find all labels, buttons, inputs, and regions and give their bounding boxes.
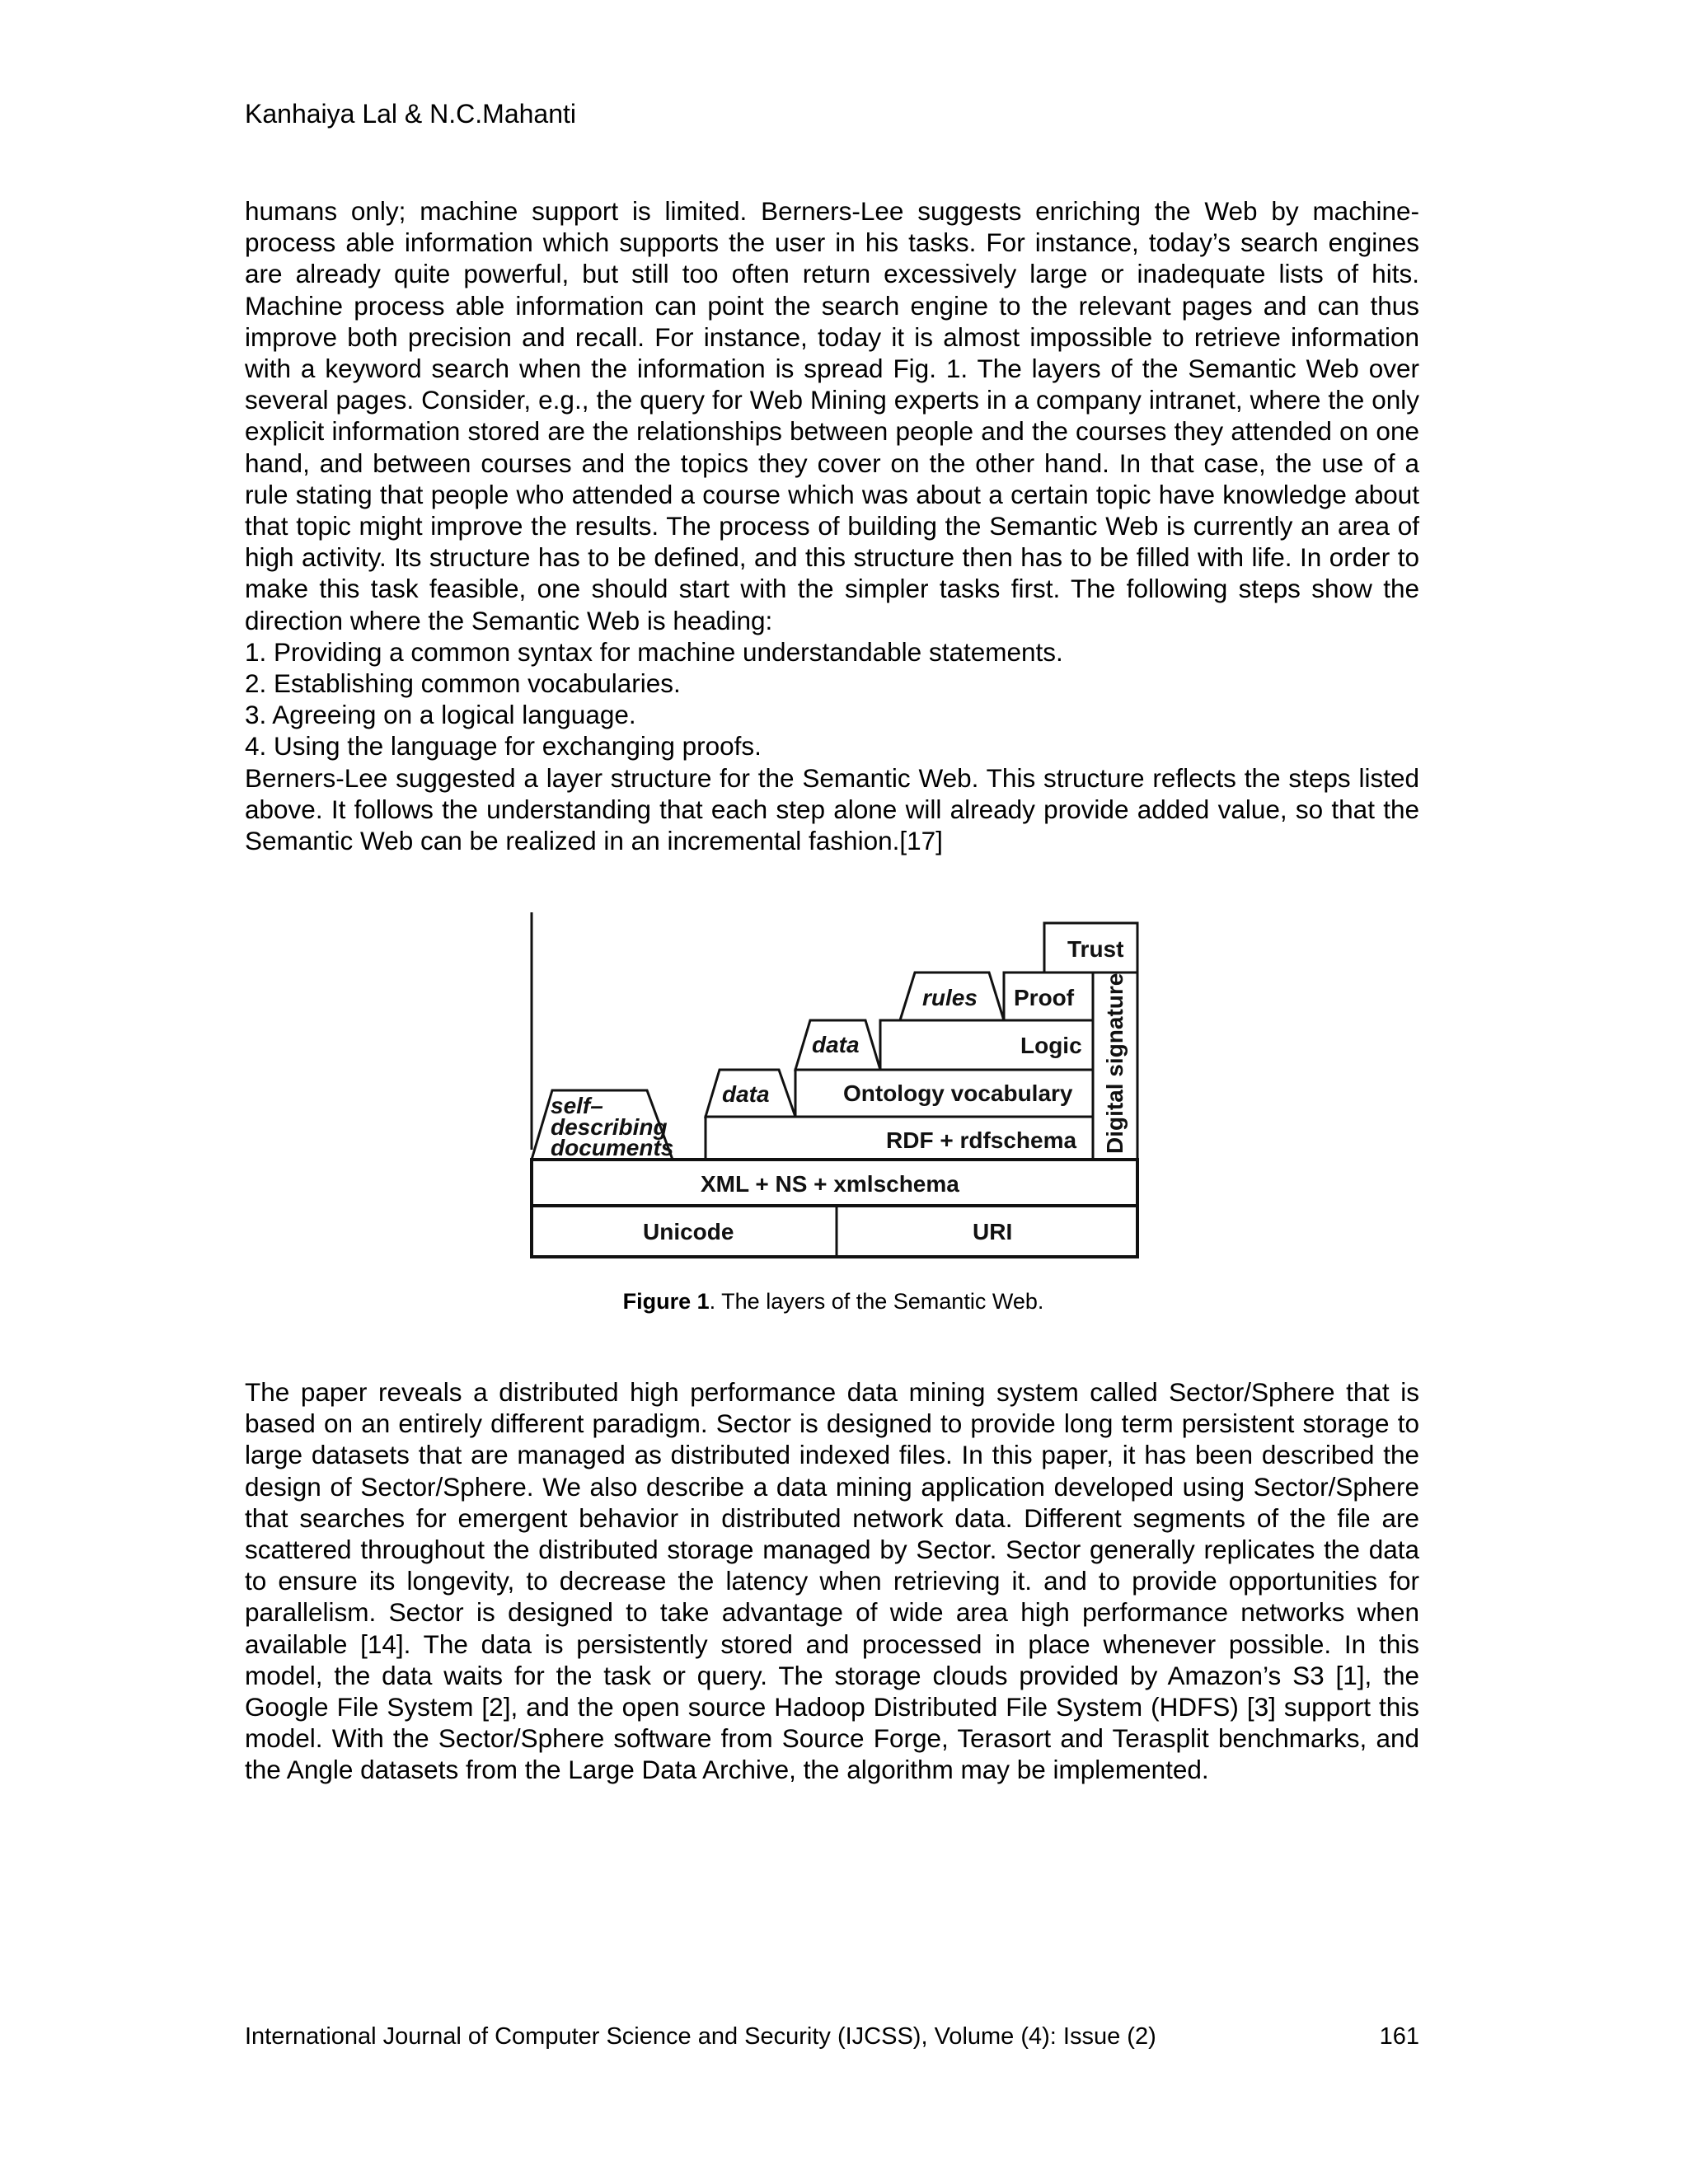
list-item-step-4: 4. Using the language for exchanging proofs. (245, 731, 762, 762)
self-describing-label-2: describing (551, 1114, 668, 1140)
list-item-step-1: 1. Providing a common syntax for machine understandable statements. (245, 636, 1063, 667)
figure-caption-text: . The layers of the Semantic Web. (709, 1289, 1044, 1314)
figure-caption-label: Figure 1 (622, 1289, 710, 1314)
figure-caption (528, 1287, 1139, 1315)
body-paragraph-2: The paper reveals a distributed high performance data mining system called Sector/Sphere that is based on an entirely different paradigm. Sector is designed to provide long term persistent storage to large datasets that are managed as distributed indexed files. In this paper, it has been described the design of Sector/Sphere. We also describe a data mining application developed using Sector/Sphere that searches for emergent behavior in distributed network data. Different segments of the file are scattered throughout the distributed storage managed by Sector. Sector generally replicates the data to ensure its longevity, to decrease the latency when retrieving it. and to provide opportunities for parallelism. Sector is designed to take advantage of wide area high performance networks when available [14]. The data is persistently stored and processed in place whenever possible. In this model, the data waits for the task or query. The storage clouds provided by Amazon’s S3 [1], the Google File System [2], and the open source Hadoop Distributed File System (HDFS) [3] support this model. With the Sector/Sphere software from Source Forge, Terasort and Terasplit benchmarks, and the Angle datasets from the Large Data Archive, the algorithm may be implemented. (245, 1377, 1419, 1785)
logic-label: Logic (1020, 1033, 1082, 1058)
unicode-uri-row (532, 1206, 1137, 1257)
footer-page-number: 161 (1379, 2023, 1419, 2050)
list-item-step-3: 3. Agreeing on a logical language. (245, 700, 636, 730)
data-lower-label: data (722, 1081, 770, 1107)
paragraph-text: humans only; machine support is limited. Berners-Lee suggests enriching the Web by machine-process able information which supports the user in his tasks. For instance, today’s search engines are already quite powerful, but still too often return excessively large or inadequate lists of hits. Machine process able information can point the search engine to the relevant pages and can thus improve both precision and recall. For instance, today it is almost impossible to retrieve information with a keyword search when the information is spread Fig. 1. The layers of the Semantic Web over several pages. Consider, e.g., the query for Web Mining experts in a company intranet, where the only explicit information stored are the relationships between people and the courses they attended on one hand, and between courses and the topics they cover on the other hand. In that case, the use of a rule stating that people who attended a course which was about a certain topic have knowledge about that topic might improve the results. The process of building the Semantic Web is currently an area of high activity. Its structure has to be defined, and this structure then has to be filled with life. In order to make this task feasible, one should start with the simpler tasks first. The following steps show the direction where the Semantic Web is heading: (245, 196, 1419, 635)
proof-label: Proof (1014, 985, 1075, 1010)
uri-label: URI (973, 1219, 1013, 1244)
semantic-web-layers-figure (528, 911, 1139, 1258)
digital-signature-label: Digital signature (1102, 972, 1128, 1154)
paragraph-text-continued: Berners-Lee suggested a layer structure for the Semantic Web. This structure reflects the steps listed above. It follows the understanding that each step alone will already provide added value, so that the Semantic Web can be realized in an incremental fashion.[17] (245, 762, 1419, 856)
unicode-label: Unicode (643, 1219, 734, 1244)
self-describing-label-3: documents (551, 1135, 674, 1160)
data-upper-label: data (812, 1032, 860, 1057)
running-header-authors: Kanhaiya Lal & N.C.Mahanti (245, 99, 576, 129)
self-describing-label-1: self– (551, 1093, 603, 1118)
ontology-label: Ontology vocabulary (843, 1080, 1073, 1106)
trust-label: Trust (1067, 936, 1124, 962)
body-paragraph-1 (245, 195, 1419, 856)
footer-journal-citation: International Journal of Computer Science and Security (IJCSS), Volume (4): Issue (2) (245, 2023, 1156, 2050)
rdf-label: RDF + rdfschema (886, 1127, 1077, 1153)
list-item-step-2: 2. Establishing common vocabularies. (245, 668, 681, 699)
layer-diagram (528, 911, 1139, 1258)
xml-label: XML + NS + xmlschema (701, 1171, 959, 1197)
rules-label: rules (922, 985, 978, 1010)
